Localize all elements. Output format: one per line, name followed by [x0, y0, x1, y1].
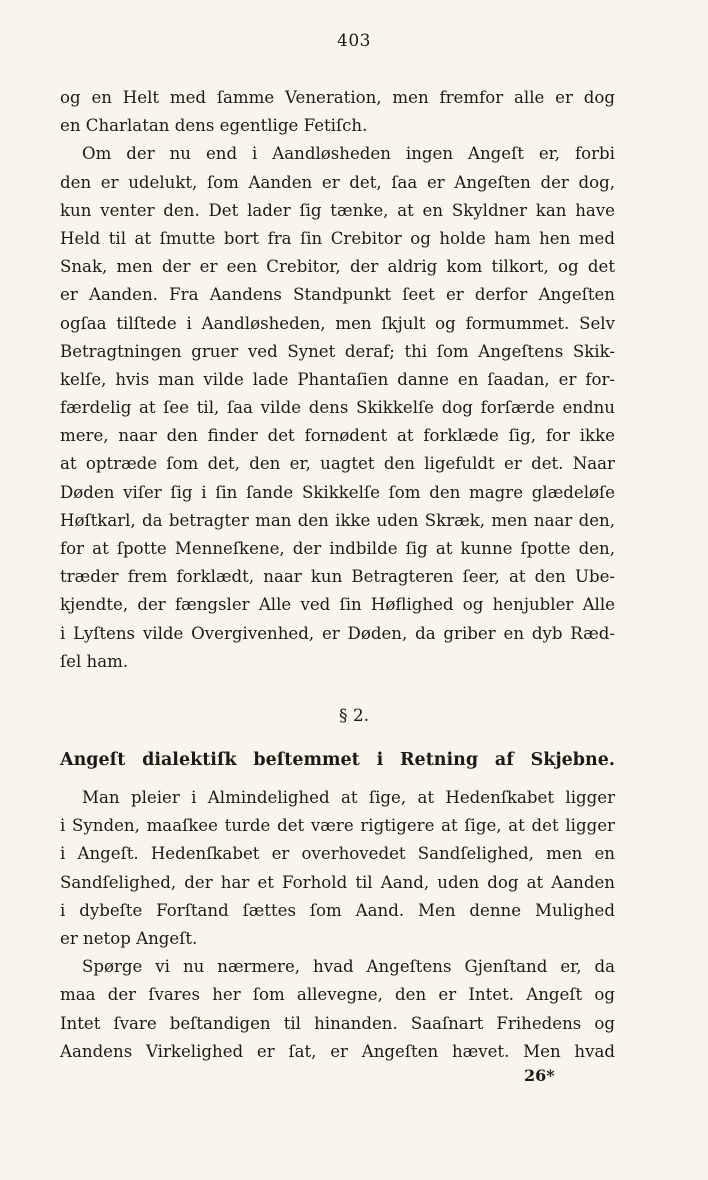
text-line: for at ſpotte Menneſkene, der indbilde ſig at kunne ſpotte den,	[60, 539, 615, 558]
text-line: er netop Angeſt.	[60, 928, 198, 948]
text-line: er Aanden. Fra Aandens Standpunkt ſeet er derfor Angeſten	[60, 285, 615, 305]
text-line: Sandſelighed, der har et Forhold til Aand, uden dog at Aanden	[60, 872, 615, 892]
text-line: Høſtkarl, da betragter man den ikke uden Skræk, men naar den,	[60, 510, 615, 530]
text-line: kun venter den. Det lader ſig tænke, at en Skyldner kan have	[60, 200, 615, 220]
text-line: Døden viſer ſig i ſin ſande Skikkelſe ſom den magre glædeløſe	[60, 482, 615, 502]
text-line: Snak, men der er een Crebitor, der aldrig kom tilkort, og det	[60, 257, 615, 277]
text-line: og en Helt med ſamme Veneration, men fremfor alle er dog	[60, 88, 615, 107]
text-line: Om der nu end i Aandløsheden ingen Angeſt er, forbi	[82, 144, 615, 164]
text-line: i Lyſtens vilde Overgivenhed, er Døden, da griber en dyb Ræd-	[60, 623, 615, 643]
text-line: i Angeſt. Hedenſkabet er overhovedet Sandſelighed, men en	[60, 844, 615, 864]
text-line: Man pleier i Almindelighed at ſige, at Hedenſkabet ligger	[82, 788, 615, 807]
text-line: i dybeſte Forſtand ſættes ſom Aand. Men denne Mulighed	[60, 900, 615, 920]
text-block-top	[60, 84, 615, 676]
text-line: maa der ſvares her ſom allevegne, den er Intet. Angeſt og	[60, 985, 615, 1005]
text-line: ſel ham.	[60, 651, 129, 671]
text-line: ogſaa tilſtede i Aandløsheden, men ſkjult og formummet. Selv	[60, 313, 615, 333]
signature-mark: 26*	[524, 1066, 555, 1085]
text-line: træder frem forklædt, naar kun Betragteren ſeer, at den Ube-	[60, 567, 615, 587]
text-line: mere, naar den finder det fornødent at forklæde ſig, for ikke	[60, 426, 615, 446]
text-line: færdelig at ſee til, ſaa vilde dens Skikkelſe dog forſærde endnu	[60, 398, 615, 418]
section-heading: Angeſt dialektiſk beſtemmet i Retning af Skjebne.	[60, 750, 615, 770]
text-line: kelſe, hvis man vilde lade Phantaſien danne en ſaadan, er for-	[60, 369, 615, 389]
text-line: en Charlatan dens egentlige Fetiſch.	[60, 116, 368, 136]
text-line: Betragtningen gruer ved Synet deraf; thi ſom Angeſtens Skik-	[60, 341, 615, 361]
text-line: Held til at ſmutte bort fra ſin Crebitor og holde ham hen med	[60, 228, 615, 248]
text-line: Intet ſvare beſtandigen til hinanden. Saaſnart Frihedens og	[60, 1013, 615, 1033]
text-line: i Synden, maaſkee turde det være rigtigere at ſige, at det ligger	[60, 816, 615, 836]
text-line: kjendte, der fængsler Alle ved ſin Høflighed og henjubler Alle	[60, 595, 615, 615]
text-line: at optræde ſom det, den er, uagtet den ligefuldt er det. Naar	[60, 454, 615, 474]
section-number: § 2.	[338, 706, 370, 726]
text-line: Aandens Virkelighed er ſat, er Angeſten hævet. Men hvad	[60, 1041, 615, 1061]
text-block-bottom	[60, 784, 615, 1066]
text-line: Spørge vi nu nærmere, hvad Angeſtens Gjenſtand er, da	[82, 957, 615, 977]
page-number: 403	[337, 31, 371, 51]
text-line: den er udelukt, ſom Aanden er det, ſaa er Angeſten der dog,	[60, 172, 615, 192]
